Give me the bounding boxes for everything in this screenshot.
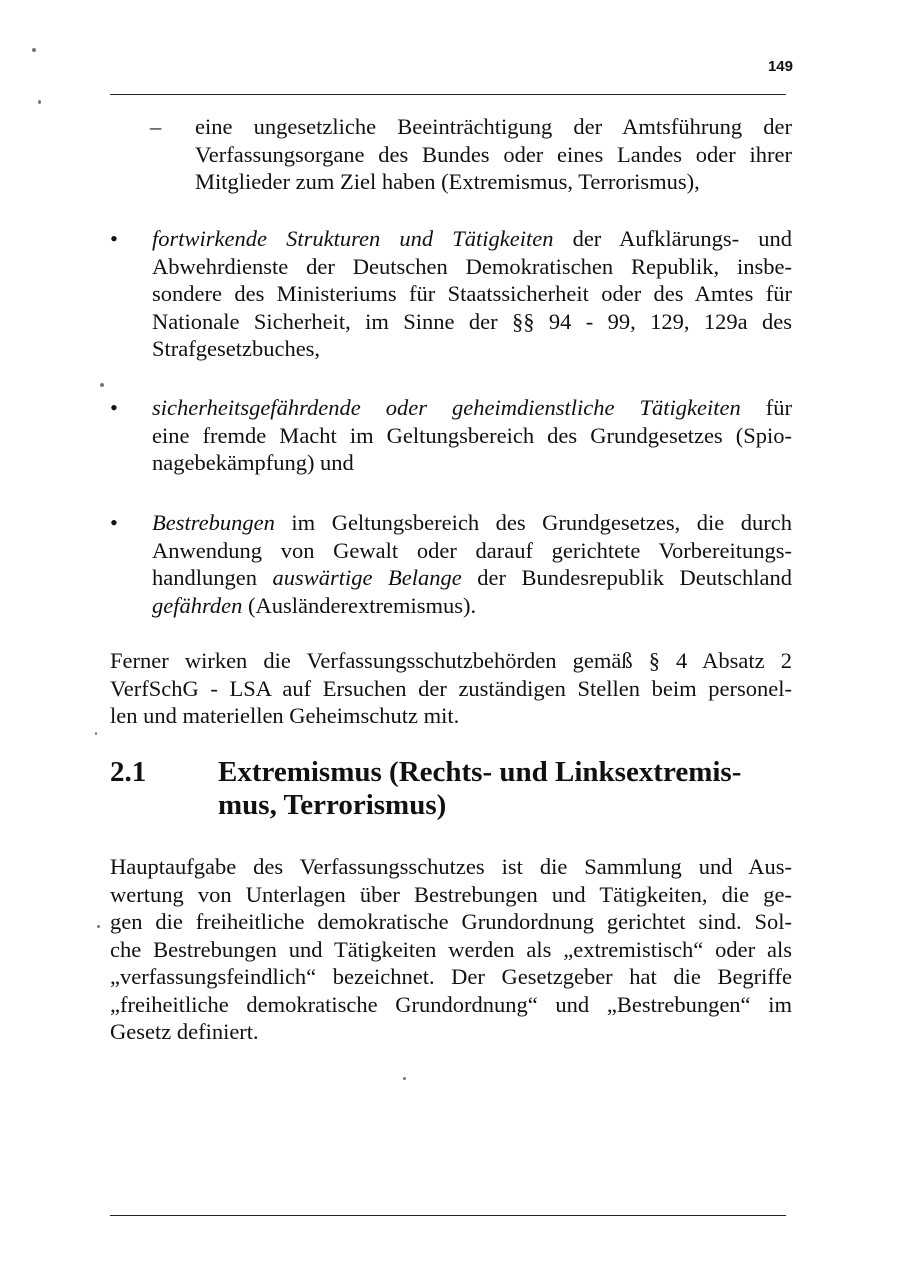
text-line: „freiheitliche demokratische Grundordnung“ und „Bestrebungen“ im: [110, 991, 792, 1017]
text-line: Hauptaufgabe des Verfassungsschutzes ist die Sammlung und Aus-: [110, 854, 792, 879]
dash-item-text: [195, 113, 792, 196]
text-span: im Geltungsbereich des Grundgesetzes, die durch: [291, 510, 792, 535]
text-line: Gesetz definiert.: [110, 1019, 259, 1044]
paragraph-geheimschutz: [110, 647, 792, 730]
text-line: „verfassungsfeindlich“ bezeichnet. Der Gesetzgeber hat die Begriffe: [110, 964, 792, 989]
text-line: Verfassungsorgane des Bundes oder eines Landes oder ihrer: [195, 141, 792, 167]
bullet-marker: •: [110, 226, 118, 251]
text-span: der Aufklärungs- und: [572, 226, 792, 251]
scan-speck: [95, 732, 97, 735]
text-line: sondere des Ministeriums für Staatssicherheit oder des Amtes für: [152, 281, 792, 306]
text-span: der Bundesrepublik Deutschland: [477, 565, 793, 590]
text-line: [152, 509, 792, 537]
bullet-marker: •: [110, 395, 118, 420]
header-rule: [110, 94, 786, 95]
text-line: wertung von Unterlagen über Bestrebungen und Tätigkeiten, die ge-: [110, 881, 792, 907]
text-line: Abwehrdienste der Deutschen Demokratischen Republik, insbe-: [152, 253, 792, 279]
scan-speck: [32, 48, 36, 52]
text-line: eine ungesetzliche Beeinträchtigung der Amtsführung der: [195, 114, 792, 139]
text-line: che Bestrebungen und Tätigkeiten werden als „extremistisch“ oder als: [110, 936, 792, 962]
text-line: Anwendung von Gewalt oder darauf gerichtete Vorbereitungs-: [152, 537, 792, 563]
text-line: [152, 592, 792, 620]
section-number: 2.1: [110, 756, 147, 788]
italic-term: sicherheitsgefährdende oder geheimdienstliche Tätigkeiten: [152, 395, 741, 420]
text-span: für: [765, 395, 792, 420]
text-line: Strafgesetzbuches,: [152, 336, 321, 361]
text-line: gen die freiheitliche demokratische Grundordnung gerichtet sind. Sol-: [110, 909, 792, 934]
text-line: eine fremde Macht im Geltungsbereich des Grundgesetzes (Spio-: [152, 422, 792, 448]
section-title-line: Extremismus (Rechts- und Linksextremis-: [218, 756, 742, 788]
section-title-line: mus, Terrorismus): [218, 789, 447, 821]
bullet-marker: •: [110, 510, 118, 535]
text-line: [152, 394, 792, 422]
text-line: Mitglieder zum Ziel haben (Extremismus, Terrorismus),: [195, 169, 700, 194]
dash-marker: –: [150, 114, 162, 139]
bullet-item-text: [152, 225, 792, 363]
scan-speck: [97, 925, 100, 928]
text-line: [152, 564, 792, 592]
text-span: handlungen: [152, 565, 257, 590]
italic-term: gefährden: [152, 592, 243, 618]
scan-speck: [403, 1077, 406, 1080]
italic-term: Bestrebungen: [152, 510, 275, 535]
footer-rule: [110, 1215, 786, 1216]
italic-term: fortwirkende Strukturen und Tätigkeiten: [152, 226, 554, 251]
scan-speck: [100, 383, 104, 387]
paragraph-hauptaufgabe: [110, 853, 792, 1046]
section-title: [218, 756, 778, 822]
text-line: nagebekämpfung) und: [152, 450, 354, 475]
text-line: len und materiellen Geheimschutz mit.: [110, 703, 460, 728]
bullet-item-text: [152, 509, 792, 619]
italic-term: auswärtige Belange: [272, 565, 462, 590]
text-line: VerfSchG - LSA auf Ersuchen der zuständigen Stellen beim personel-: [110, 675, 792, 701]
page-number: 149: [767, 58, 793, 75]
text-line: Ferner wirken die Verfassungsschutzbehörden gemäß § 4 Absatz 2: [110, 648, 792, 673]
bullet-item-text: [152, 394, 792, 477]
text-span: (Ausländerextremismus).: [248, 592, 477, 618]
text-line: [152, 225, 792, 253]
scan-speck: [38, 100, 41, 104]
text-line: Nationale Sicherheit, im Sinne der §§ 94 - 99, 129, 129a des: [152, 308, 792, 334]
